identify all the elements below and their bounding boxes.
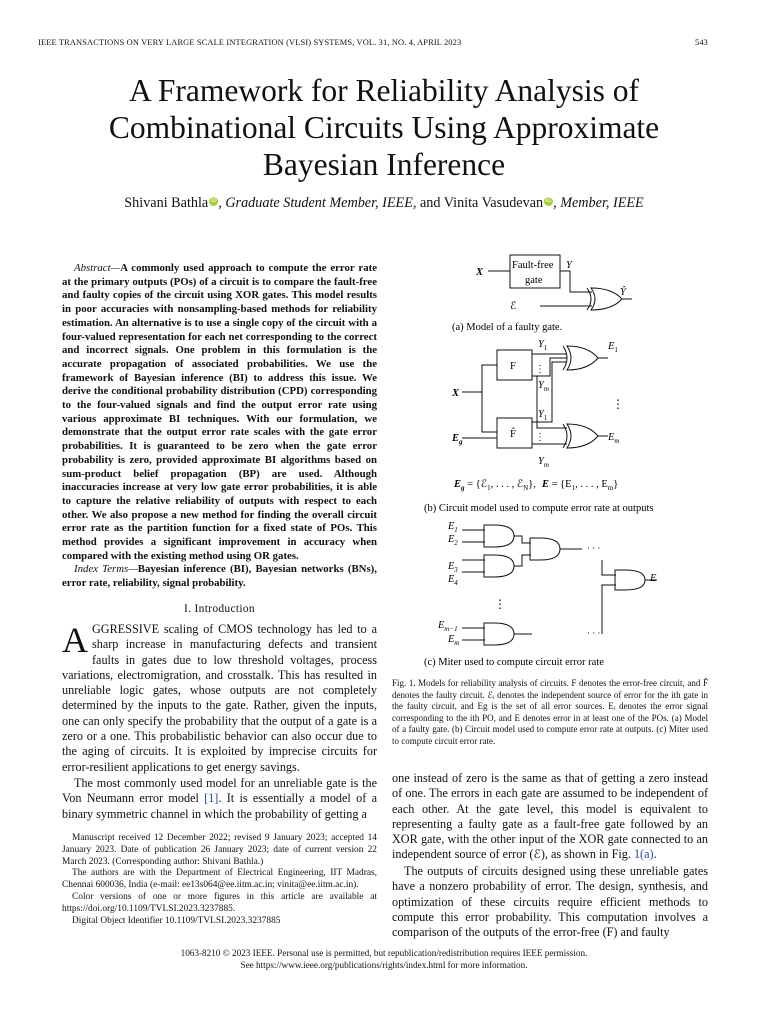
- fig-b-vdots-1: ⋮: [535, 364, 545, 375]
- fig-b-ymhat: $Y_m$: [538, 456, 549, 469]
- right-p1-end: .: [653, 847, 657, 862]
- or-gate-c1: [484, 525, 514, 547]
- footnote-manuscript: Manuscript received 12 December 2022; revised 9 January 2023; accepted 14 January 2023. Date of publication 26 January 2023; date of current version 22 March 2023. (Corresponding author: Shivani Bathla.): [62, 833, 377, 867]
- right-p1-text: one instead of zero is the same as that of getting a zero instead of one. The errors in each gate are assumed to be independent of each other. At the gate level, this model is equivalent to representing a faulty gate as a fault-free gate followed by an XOR gate, with the other input of the XOR gate connected to an independent source of error (ℰ), as shown in Fig.: [392, 771, 708, 862]
- fig-c-em: $E_m$: [448, 634, 460, 647]
- footnote-doi: Digital Object Identifier 10.1109/TVLSI.2023.3237885: [72, 915, 281, 926]
- title-line-3: Bayesian Inference: [262, 147, 506, 182]
- fig-a-box-line1: Fault-free: [512, 260, 554, 271]
- right-paragraph-2: The outputs of circuits designed using these unreliable gates have a nonzero probability of error. The design, synthesis, and optimization of these circuits require efficient methods to compute this error probability. This computation involves a comparison of the outputs of the error-free (F) and faulty: [392, 864, 708, 940]
- orcid-icon[interactable]: iD: [210, 198, 217, 204]
- fig-b-caption: (b) Circuit model used to compute error rate at outputs: [424, 503, 654, 514]
- fig-b-eg: $E_g$: [452, 433, 463, 446]
- fig-c-e1: $E_1$: [448, 521, 458, 534]
- fig-c-dots-1: · · ·: [587, 543, 601, 553]
- index-terms-lead: Index Terms—: [74, 563, 138, 575]
- author-and: , and: [412, 195, 444, 211]
- intro-p2-text: The most commonly used model for an unreliable gate is the Von Neumann error model: [62, 776, 377, 806]
- intro-paragraph-1: [62, 622, 377, 775]
- fig-c-e4: $E_4$: [448, 574, 458, 587]
- fig-b-f: F: [510, 361, 516, 372]
- fig-a-caption: (a) Model of a faulty gate.: [452, 322, 563, 333]
- copyright-footer: [40, 948, 728, 971]
- fig-b-vdots-3: ⋮: [612, 397, 624, 411]
- title-line-2: Combinational Circuits Using Approximate: [108, 110, 660, 145]
- fig-c-e-output: E: [650, 573, 657, 584]
- intro-paragraph-2: [62, 776, 377, 822]
- fig-a-y: Y: [566, 260, 572, 271]
- fig-b-vdots-2: ⋮: [535, 432, 545, 443]
- fig-c-em1: $E_{m-1}$: [438, 620, 458, 633]
- fig-b-e1: $E_1$: [608, 341, 618, 354]
- index-terms: [62, 563, 377, 590]
- fig-a-box-line2: gate: [525, 275, 543, 286]
- page-number: 543: [694, 38, 708, 47]
- orcid-icon[interactable]: iD: [545, 198, 552, 204]
- abstract-text: A commonly used approach to compute the error rate at the primary outputs (POs) of a circuit is to compare the fault-free and faulty copies of the circuit using XOR gates. This model results in poor accuracies with nonsampling-based methods for reliability estimation. An alternative is to use a single copy of the circuit with a four-valued representation for each net corresponding to the correct and incorrect signals. One problem in this formulation is the accurate propagation of associated probabilities. We use the framework of Bayesian inference (BI) to address this issue. We derive the conditional probability distribution (CPD) corresponding to the four-valued signals and find the output error rate using various approximate BI techniques. With our formulation, we demonstrate that the output error rate scales with the gate error probabilities. It is guaranteed to be zero when the gate error probability is zero, provided approximate BI algorithms based on sum-product belief propagation (BP) are used. Although inaccuracies increase at very low gate error probabilities, it is able to capture the relative reliability of outputs with respect to each other. We also propose a new method for finding the overall circuit error rate as the partition function for a fixed state of POs. This method provides a significant improvement in accuracy when compared with the existing method using OR gates.: [62, 262, 377, 562]
- section-heading: I. Introduction: [184, 603, 255, 615]
- footnote: [62, 833, 377, 927]
- fig-b-ym: $Y_m$: [538, 380, 549, 393]
- running-header: IEEE TRANSACTIONS ON VERY LARGE SCALE INTEGRATION (VLSI) SYSTEMS, VOL. 31, NO. 4, APRIL 2023: [38, 38, 462, 47]
- fig-a-x: X: [476, 267, 484, 278]
- or-gate-c2: [484, 555, 514, 577]
- figure-caption: Fig. 1. Models for reliability analysis of circuits. F denotes the error-free circuit, and F̂ denotes the faulty circuit. ℰᵢ denotes the independent source of error for the ith gate in the faulty circuit, and Eg is the set of all error sources. Eᵢ denotes the error signal corresponding to the ith PO, and E denotes error in at least one of the POs. (a) Model of a faulty gate. (b) Circuit model used to compute error rate at outputs. (c) Miter used to compute circuit error rate.: [392, 678, 708, 746]
- or-gate-c5: [615, 570, 645, 590]
- fig-a-yhat: Ŷ: [620, 287, 626, 298]
- fig-c-e3: $E_3$: [448, 561, 458, 574]
- author-2-role: Member, IEEE: [560, 195, 644, 211]
- or-gate-c3: [530, 538, 560, 560]
- right-paragraph-1: [392, 771, 708, 863]
- paper-title: [40, 72, 728, 183]
- author-2: Vinita Vasudevan: [443, 195, 544, 211]
- fig-c-dots-2: · · ·: [587, 628, 601, 638]
- figure-ref-link[interactable]: 1(a): [633, 847, 654, 862]
- author-list: Shivani Bathla iD , Graduate Student Member, IEEE, and Vinita Vasudevan iD , Member, IEEE: [124, 195, 644, 211]
- intro-p2-text-end: . It is essentially a model of a binary symmetric channel in which the probability of getting a: [62, 791, 377, 821]
- footer-line-1: 1063-8210 © 2023 IEEE. Personal use is permitted, but republication/redistribution requires IEEE permission.: [180, 948, 588, 958]
- fig-b-fhat: F̂: [510, 429, 516, 440]
- xor-gate-a: [591, 288, 622, 310]
- fig-c-caption: (c) Miter used to compute circuit error rate: [424, 657, 604, 668]
- fig-b-y1: $Y_1$: [538, 339, 548, 352]
- xor-gate-b2: [567, 424, 598, 448]
- fig-a-e: ℰ: [510, 301, 517, 312]
- xor-gate-b1: [567, 346, 598, 370]
- fig-b-equation: $E_g$ = {ℰ$_1$, . . . , ℰ$_N$}, $E = \{E_1$, . . . , $E_m$}: [454, 479, 619, 492]
- abstract: [62, 262, 377, 563]
- fig-c-vdots-1: ⋮: [494, 597, 506, 611]
- author-1-role: Graduate Student Member, IEEE: [225, 195, 413, 211]
- drop-cap: A: [62, 620, 88, 660]
- footer-line-2: See https://www.ieee.org/publications/rights/index.html for more information.: [240, 959, 528, 970]
- or-gate-c4: [484, 623, 514, 645]
- fig-b-y1hat: $Y_1$: [538, 409, 548, 422]
- abstract-lead: Abstract—: [74, 262, 121, 274]
- index-terms-text: Bayesian inference (BI), Bayesian networks (BNs), error rate, reliability, signal probability.: [62, 563, 377, 589]
- fig-b-x: X: [452, 388, 460, 399]
- intro-p1-text: GGRESSIVE scaling of CMOS technology has led to a sharp increase in manufacturing defects and transient faults in gates due to low threshold voltages, process variations, electromigration, and crosstalk. This has resulted in unreliable logic gates, whose outputs are not completely determined by the inputs to the gate. Rather, given the inputs, one can only specify the probability that the output of a gate is a zero or a one. This probabilistic behavior can also occur due to the aging of circuits. It is exploited by imprecise circuits for error-resilient applications to get energy savings.: [62, 622, 377, 774]
- figure-1: [392, 250, 722, 675]
- citation-link[interactable]: [1]: [204, 791, 219, 806]
- footnote-color: Color versions of one or more figures in this article are available at https://doi.org/10.1109/TVLSI.2023.3237885.: [62, 891, 377, 914]
- footnote-affiliation: The authors are with the Department of Electrical Engineering, IIT Madras, Chennai 600036, India (e-mail: ee13s064@ee.iitm.ac.in; vinita@ee.iitm.ac.in).: [62, 868, 377, 891]
- title-line-1: A Framework for Reliability Analysis of: [128, 73, 640, 108]
- fig-c-e2: $E_2$: [448, 534, 458, 547]
- author-1: Shivani Bathla: [124, 195, 209, 211]
- fig-b-em: $E_m$: [608, 432, 620, 445]
